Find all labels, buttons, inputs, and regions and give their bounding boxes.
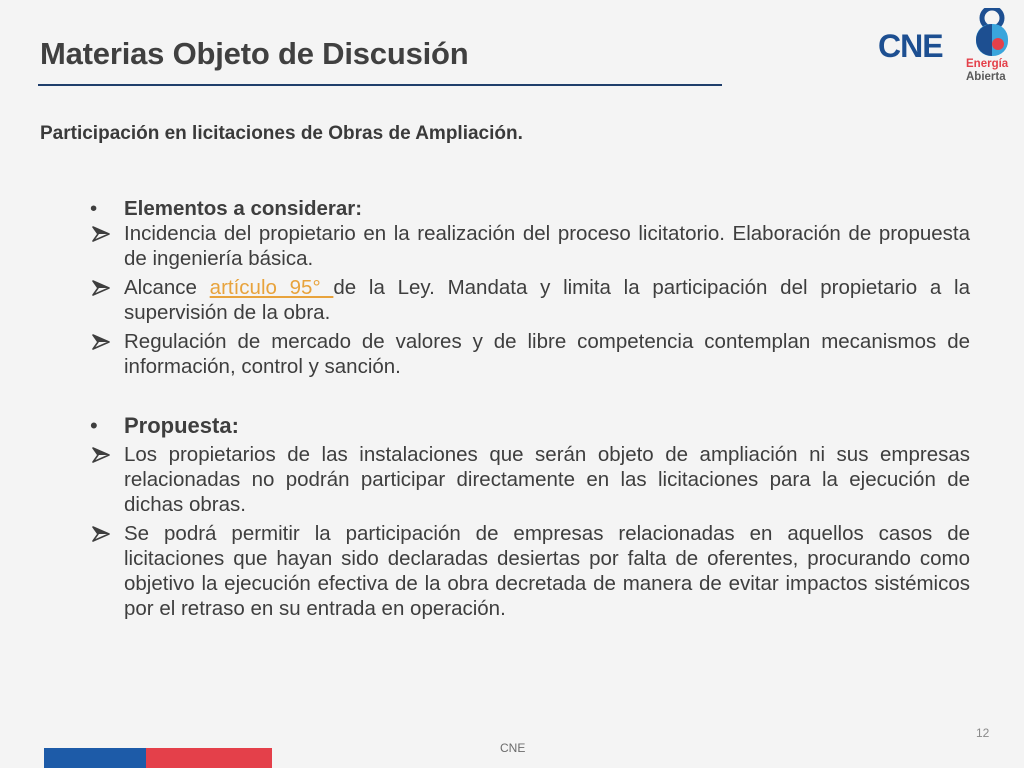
arrow-bullet-icon	[92, 447, 110, 463]
arrow-bullet-icon	[92, 526, 110, 542]
slide-subtitle: Participación en licitaciones de Obras de Ampliación.	[40, 123, 523, 144]
footer-text: CNE	[500, 741, 526, 755]
cne-logo-text: CNE	[878, 28, 943, 64]
cne-logo	[878, 28, 948, 64]
section-heading-text: Elementos a considerar:	[124, 197, 363, 220]
arrow-bullet-icon	[92, 226, 110, 242]
list-item	[88, 221, 970, 271]
list-item-text: Regulación de mercado de valores y de libre competencia contemplan mecanismos de información, control y sanción.	[124, 330, 970, 378]
page-number: 12	[976, 726, 990, 740]
footer-bar-red	[146, 748, 272, 768]
slide-content	[88, 196, 970, 621]
title-underline	[38, 84, 722, 86]
section-heading-text: Propuesta:	[124, 413, 239, 438]
list-item	[88, 275, 970, 325]
list-item	[88, 521, 970, 621]
articulo-95-link[interactable]: artículo 95°	[209, 276, 334, 299]
slide-title: Materias Objeto de Discusión	[40, 36, 469, 71]
energia-abierta-label	[966, 58, 1020, 84]
footer-bar-blue	[44, 748, 146, 768]
section-heading-propuesta	[88, 413, 970, 438]
energia-abierta-icon	[966, 8, 1020, 58]
round-bullet-icon: •	[90, 413, 98, 438]
list-item-text-after: de la Ley. Mandata y limita la participación del propietario a la supervisión de la obra.	[124, 276, 970, 324]
round-bullet-icon: •	[90, 197, 98, 220]
list-item-text: Incidencia del propietario en la realización del proceso licitatorio. Elaboración de propuesta de ingeniería básica.	[124, 222, 970, 270]
section-heading-elementos	[88, 196, 970, 221]
list-item-text: Se podrá permitir la participación de empresas relacionadas en aquellos casos de licitaciones que hayan sido declaradas desiertas por falta de oferentes, procurando como objetivo la ejecución efectiva de la obra decretada de manera de evitar impactos sistémicos por el retraso en su entrada en operación.	[124, 522, 970, 620]
list-item	[88, 442, 970, 517]
energia-abierta-line2: Abierta	[966, 71, 1006, 83]
list-item-text: Los propietarios de las instalaciones que serán objeto de ampliación ni sus empresas relacionadas no podrán participar directamente en las licitaciones para la ejecución de dichas obras.	[124, 443, 970, 516]
arrow-bullet-icon	[92, 280, 110, 296]
energia-abierta-line1: Energía	[966, 58, 1009, 70]
arrow-bullet-icon	[92, 334, 110, 350]
list-item-text-before: Alcance	[124, 276, 210, 299]
list-item	[88, 329, 970, 379]
energia-abierta-logo	[966, 8, 1020, 84]
